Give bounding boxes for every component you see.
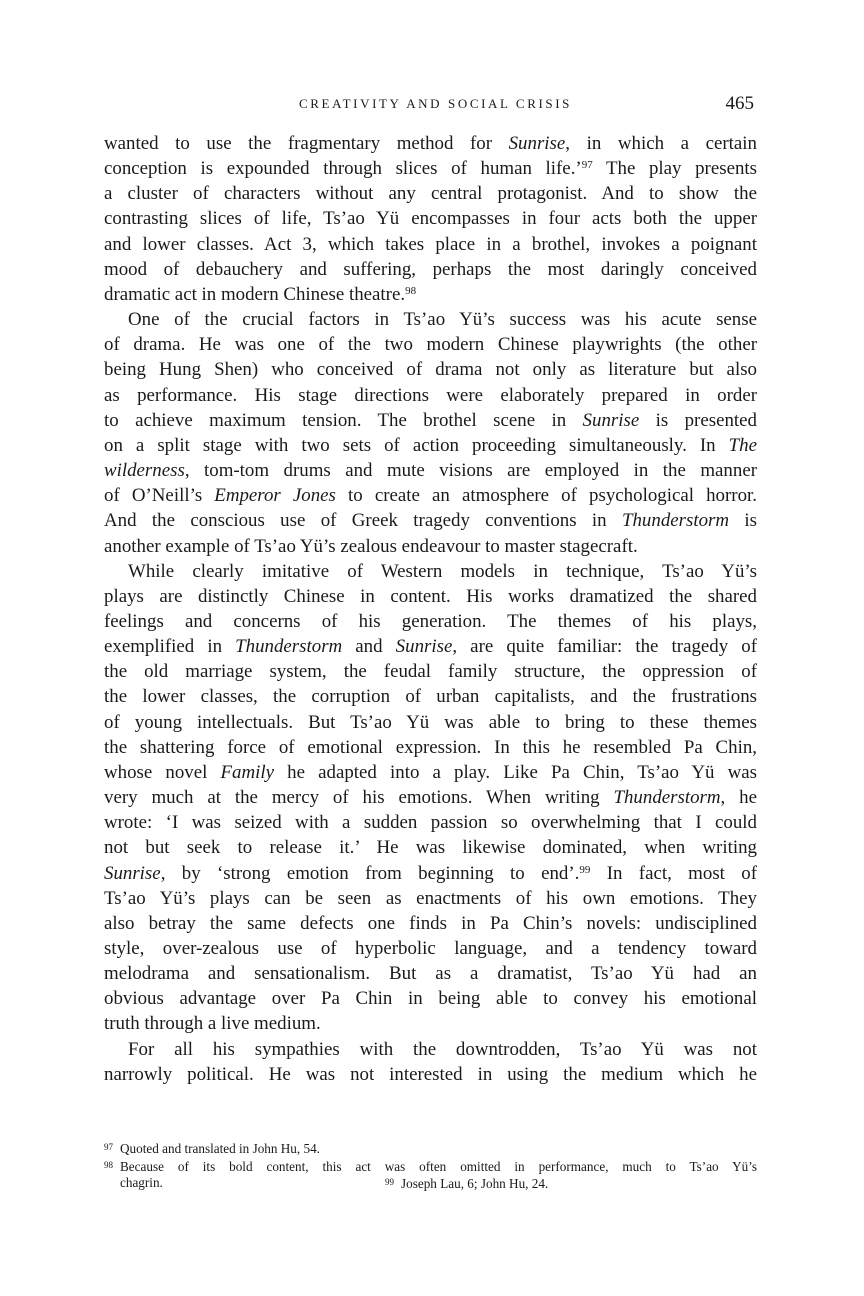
- text-line: [104, 483, 757, 508]
- text-line: [104, 986, 757, 1011]
- text-line: [104, 1062, 757, 1087]
- text-line: [104, 785, 757, 810]
- text-line: [104, 609, 757, 634]
- text-segment: , he: [720, 787, 757, 809]
- italic-title: Sunrise: [104, 862, 161, 884]
- text-segment: , by ‘strong emotion from beginning to end’.: [160, 862, 580, 884]
- text-segment: of O’Neill’s: [104, 485, 215, 507]
- italic-title: The: [728, 434, 757, 456]
- text-segment: , in which a certain: [565, 133, 757, 154]
- italic-title: Emperor Jones: [214, 485, 336, 507]
- text-line: [104, 584, 757, 609]
- text-segment: being Hung Shen) who conceived of drama not only as literature but also: [104, 359, 757, 381]
- text-line: [104, 156, 757, 181]
- text-line: [104, 408, 757, 433]
- footnote-98: [104, 1157, 757, 1175]
- text-segment: style, over-zealous use of hyperbolic language, and a tendency toward: [104, 938, 757, 959]
- page-number: 465: [725, 93, 754, 114]
- text-segment: , tom-tom drums and mute visions are employed in the manner: [184, 460, 757, 482]
- footnote-97: [104, 1139, 757, 1157]
- text-segment: narrowly political. He was not interested in using the medium which he: [104, 1063, 757, 1085]
- footnote-number: 99: [385, 1177, 394, 1187]
- text-line: [104, 257, 757, 282]
- text-segment: the old marriage system, the feudal family structure, the oppression of: [104, 661, 757, 683]
- footnote-ref: 99: [579, 863, 591, 876]
- text-segment: One of the crucial factors in Ts’ao Yü’s success was his acute sense: [128, 309, 757, 331]
- text-segment: on a split stage with two sets of action proceeding simultaneously. In: [104, 434, 729, 456]
- italic-title: wilderness: [104, 460, 185, 482]
- italic-title: Sunrise: [395, 636, 453, 658]
- text-line: [104, 458, 757, 483]
- footnote-ref: 98: [405, 284, 417, 297]
- text-line: [104, 534, 757, 559]
- text-line: [104, 1037, 757, 1062]
- page-header: [104, 93, 757, 115]
- text-segment: wanted to use the fragmentary method for: [104, 133, 509, 154]
- text-segment: exemplified in: [104, 636, 236, 658]
- footnote-text: Joseph Lau, 6; John Hu, 24.: [401, 1176, 549, 1191]
- italic-title: Thunderstorm: [235, 636, 343, 658]
- text-line: [104, 835, 757, 860]
- italic-title: Family: [220, 761, 275, 783]
- footnote-text-continued: chagrin.: [120, 1175, 163, 1190]
- text-segment: mood of debauchery and suffering, perhaps the most daringly conceived: [104, 258, 757, 280]
- text-line: [104, 433, 757, 458]
- text-segment: wrote: ‘I was seized with a sudden passion so overwhelming that I could: [104, 812, 757, 834]
- italic-title: Sunrise: [582, 409, 640, 431]
- text-line: [104, 710, 757, 735]
- text-segment: While clearly imitative of Western models in technique, Ts’ao Yü’s: [128, 560, 757, 582]
- text-segment: to create an atmosphere of psychological horror.: [335, 485, 757, 507]
- text-segment: the shattering force of emotional expression. In this he resembled Pa Chin,: [104, 736, 757, 758]
- text-line: [104, 383, 757, 408]
- italic-title: Thunderstorm: [621, 510, 730, 532]
- text-segment: he adapted into a play. Like Pa Chin, Ts’ao Yü was: [274, 761, 757, 783]
- text-segment: and: [342, 636, 396, 658]
- italic-title: Sunrise: [508, 133, 566, 154]
- italic-title: Thunderstorm: [613, 787, 721, 809]
- footnote-number: 97: [104, 1142, 113, 1152]
- text-segment: as performance. His stage directions were elaborately prepared in order: [104, 384, 757, 406]
- footnotes: [104, 1139, 757, 1192]
- text-line: [104, 559, 757, 584]
- text-segment: another example of Ts’ao Yü’s zealous endeavour to master stagecraft.: [104, 535, 638, 557]
- text-segment: In fact, most of: [590, 862, 758, 884]
- text-line: [104, 886, 757, 911]
- text-segment: , are quite familiar: the tragedy of: [452, 636, 758, 658]
- text-segment: obvious advantage over Pa Chin in being able to convey his emotional: [104, 988, 757, 1010]
- text-line: [104, 131, 757, 156]
- text-segment: And the conscious use of Greek tragedy conventions in: [104, 510, 622, 532]
- text-line: [104, 659, 757, 684]
- text-segment: also betray the same defects one finds in Pa Chin’s novels: undisciplined: [104, 912, 757, 934]
- text-segment: truth through a live medium.: [104, 1013, 321, 1035]
- text-segment: of drama. He was one of the two modern Chinese playwrights (the other: [104, 334, 757, 356]
- text-segment: the lower classes, the corruption of urban capitalists, and the frustrations: [104, 686, 757, 708]
- text-segment: not but seek to release it.’ He was likewise dominated, when writing: [104, 837, 757, 859]
- text-segment: is: [729, 510, 757, 532]
- text-segment: whose novel: [104, 761, 221, 783]
- text-line: [104, 760, 757, 785]
- footnote-text: Quoted and translated in John Hu, 54.: [120, 1141, 320, 1156]
- running-head: CREATIVITY AND SOCIAL CRISIS: [299, 96, 572, 111]
- text-segment: very much at the mercy of his emotions. When writing: [104, 787, 614, 809]
- text-line: [104, 181, 757, 206]
- text-line: [104, 282, 757, 307]
- text-line: [104, 206, 757, 231]
- text-line: [104, 735, 757, 760]
- text-line: [104, 961, 757, 986]
- text-segment: of young intellectuals. But Ts’ao Yü was able to bring to these themes: [104, 711, 757, 733]
- footnote-98-continued: [104, 1174, 757, 1192]
- text-segment: feelings and concerns of his generation. The themes of his plays,: [104, 610, 757, 632]
- text-segment: a cluster of characters without any central protagonist. And to show the: [104, 183, 757, 205]
- text-line: [104, 911, 757, 936]
- text-line: [104, 1011, 757, 1036]
- text-line: [104, 307, 757, 332]
- text-segment: to achieve maximum tension. The brothel scene in: [104, 409, 583, 431]
- text-segment: is presented: [639, 409, 757, 431]
- text-segment: dramatic act in modern Chinese theatre.: [104, 283, 406, 305]
- text-line: [104, 508, 757, 533]
- footnote-text: Because of its bold content, this act was often omitted in performance, much to Ts’ao Yü’s: [120, 1158, 757, 1174]
- text-line: [104, 232, 757, 257]
- text-line: [104, 332, 757, 357]
- text-line: [104, 634, 757, 659]
- text-segment: plays are distinctly Chinese in content. His works dramatized the shared: [104, 585, 757, 607]
- footnote-ref: 97: [581, 159, 593, 172]
- text-segment: The play presents: [592, 158, 758, 180]
- body-text: [104, 131, 757, 1087]
- text-line: [104, 357, 757, 382]
- text-segment: conception is expounded through slices of human life.’: [104, 158, 582, 180]
- footnote-number: 98: [104, 1159, 113, 1170]
- text-segment: and lower classes. Act 3, which takes place in a brothel, invokes a poignant: [104, 233, 757, 255]
- text-line: [104, 861, 757, 886]
- footnote-99: [385, 1174, 548, 1193]
- text-segment: melodrama and sensationalism. But as a dramatist, Ts’ao Yü had an: [104, 963, 757, 985]
- text-segment: Ts’ao Yü’s plays can be seen as enactments of his own emotions. They: [104, 887, 757, 909]
- text-line: [104, 936, 757, 961]
- text-line: [104, 810, 757, 835]
- text-line: [104, 684, 757, 709]
- text-segment: For all his sympathies with the downtrodden, Ts’ao Yü was not: [128, 1038, 757, 1060]
- text-segment: contrasting slices of life, Ts’ao Yü encompasses in four acts both the upper: [104, 208, 757, 230]
